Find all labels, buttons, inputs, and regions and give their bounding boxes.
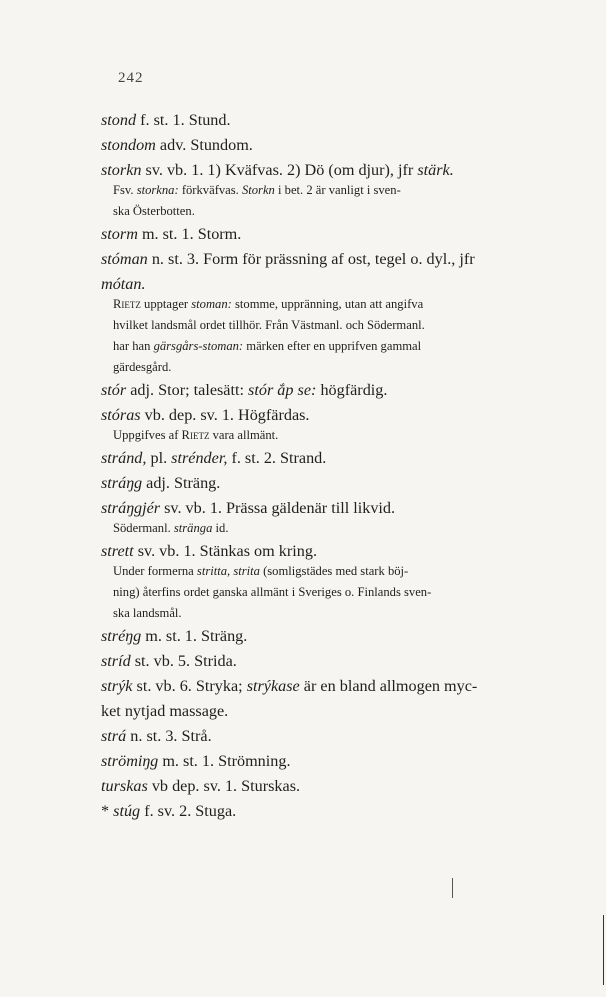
definition-text: är en bland allmogen myc- [299,677,478,695]
author-name: Rietz [181,428,210,442]
entry-note-line [101,561,569,582]
headword: stríd [101,652,131,670]
italic-term: stritta, strita [196,564,260,578]
italic-term: gärsgårs-stoman: [153,339,244,353]
italic-term: stärk. [417,161,454,179]
definition-text: ket nytjad massage. [101,702,229,720]
entry-note-line [101,582,569,603]
definition-text: n. st. 3. Strå. [126,727,212,745]
definition-text: vara allmänt. [209,428,279,442]
entry-line [101,446,569,471]
author-name: Rietz [113,297,141,311]
headword: stránd, [101,449,147,467]
definition-text: Under formerna [113,564,197,578]
definition-text: adv. Stundom. [155,136,253,154]
headword: turskas [101,777,148,795]
italic-term: stór ắp se: [248,381,317,399]
definition-text: n. st. 3. Form för prässning af ost, tegel o. dyl., jfr [147,250,475,268]
headword: stond [101,111,137,129]
italic-term: mótan. [101,275,146,293]
entry-line [101,674,569,699]
headword: stondom [101,136,156,154]
definition-text: förkväfvas. [178,183,242,197]
definition-text: gärdesgård. [113,360,172,374]
definition-text: ska Österbotten. [113,204,195,218]
entry-note-line [101,201,569,222]
entry-note-line [101,180,569,201]
entry-line [101,133,569,158]
headword: storm [101,225,138,243]
definition-text: hvilket landsmål ordet tillhör. Från Västmanl. och Södermanl. [113,318,425,332]
definition-text: m. st. 1. Strömning. [158,752,291,770]
entry-line [101,471,569,496]
definition-text: sv. vb. 1. Stänkas om kring. [133,542,317,560]
definition-text: Uppgifves af [113,428,182,442]
definition-text: f. st. 2. Strand. [227,449,327,467]
dictionary-entries [101,108,569,824]
entry-line [101,108,569,133]
headword: stór [101,381,127,399]
entry-line [101,649,569,674]
italic-term: stoman: [191,297,232,311]
definition-text: Södermanl. [113,521,174,535]
definition-text: Fsv. [113,183,137,197]
entry-note-line [101,425,569,446]
margin-tick-mark [452,878,453,898]
definition-text: sv. vb. 1. 1) Kväfvas. 2) Dö (om djur), jfr [141,161,418,179]
definition-text: har han [113,339,154,353]
entry-note-line [101,315,569,336]
headword: strá [101,727,127,745]
definition-text: m. st. 1. Sträng. [141,627,248,645]
entry-note-line [101,518,569,539]
definition-text: m. st. 1. Storm. [137,225,242,243]
definition-text: stomme, uppränning, utan att angifva [231,297,424,311]
headword: stóras [101,406,141,424]
definition-text: st. vb. 6. Stryka; [132,677,247,695]
definition-text: högfärdig. [316,381,388,399]
headword: stóman [101,250,148,268]
definition-text: upptager [140,297,192,311]
entry-line [101,799,569,824]
definition-text: f. st. 1. Stund. [136,111,231,129]
definition-text: sv. vb. 1. Prässa gäldenär till likvid. [160,499,396,517]
entry-line [101,749,569,774]
definition-text: st. vb. 5. Strida. [130,652,237,670]
entry-note-line [101,357,569,378]
page-number: 242 [118,70,144,86]
definition-text: vb dep. sv. 1. Sturskas. [147,777,301,795]
entry-line [101,724,569,749]
definition-text: adj. Stor; talesätt: [126,381,249,399]
definition-text: adj. Sträng. [142,474,221,492]
definition-text: ska landsmål. [113,606,182,620]
entry-line [101,378,569,403]
page-edge-line [603,915,604,985]
entry-note-line [101,294,569,315]
definition-text: f. sv. 2. Stuga. [140,802,237,820]
entry-line [101,624,569,649]
entry-line [101,699,569,724]
entry-line [101,222,569,247]
definition-text: pl. [146,449,172,467]
headword: stúg [113,802,141,820]
definition-text: id. [212,521,229,535]
entry-note-line [101,336,569,357]
definition-text: märken efter en upprifven gammal [243,339,422,353]
entry-note-line [101,603,569,624]
headword: strýk [101,677,133,695]
entry-line [101,247,569,272]
definition-text: ning) återfins ordet ganska allmänt i Sveriges o. Finlands sven- [113,585,432,599]
definition-text: * [101,802,114,820]
entry-line [101,774,569,799]
italic-term: storkna: [136,183,179,197]
headword: storkn [101,161,142,179]
definition-text: (somligstädes med stark böj- [259,564,409,578]
headword: strömiŋg [101,752,159,770]
headword: stráŋg [101,474,143,492]
italic-term: strýkase [246,677,300,695]
headword: strett [101,542,134,560]
headword: stráŋgjér [101,499,161,517]
definition-text: vb. dep. sv. 1. Högfärdas. [140,406,310,424]
italic-term: stränga [173,521,213,535]
italic-term: Storkn [241,183,275,197]
definition-text: i bet. 2 är vanligt i sven- [274,183,401,197]
headword: stréŋg [101,627,142,645]
italic-term: strénder, [171,449,228,467]
